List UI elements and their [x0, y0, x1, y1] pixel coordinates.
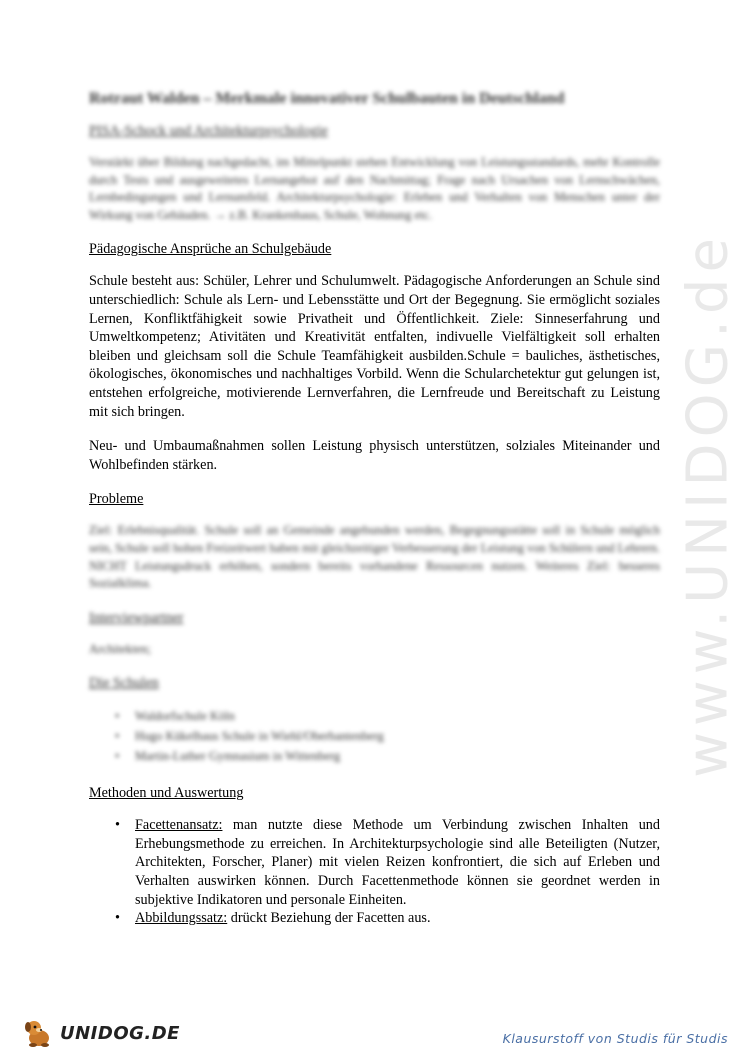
list-item: • Martin-Luther Gymnasium in Wittenberg — [89, 746, 660, 766]
bullet-icon: • — [115, 749, 120, 764]
watermark: www.UNIDOG.de — [675, 232, 741, 778]
method-term: Facettenansatz: — [135, 817, 223, 834]
logo-text: UNIDOG.DE — [60, 1022, 180, 1044]
dog-mascot-icon — [22, 1018, 56, 1048]
methods-list — [89, 816, 660, 928]
method-text: man nutzte diese Methode um Verbindung zwischen Inhalten und Erhebungsmethode zu erreichen. In Architekturpsychologie sind alle Beteiligten (Nutzer, Architekten, Forscher, Planer) mit vielen Reizen konfrontiert, die sich auf Erleben und Verhalten auswirken können. Durch Facettenmethode können sie geordnet werden in subjektive Indikatoren und personale Einheiten. — [135, 817, 660, 908]
schools-list — [89, 706, 660, 766]
section-heading-probleme: Probleme — [89, 491, 144, 508]
list-item: • Waldorfschule Köln — [89, 706, 660, 726]
bullet-icon: • — [115, 709, 120, 724]
document-content — [89, 88, 660, 946]
document-title: Rotraut Walden – Merkmale innovativer Schulbauten in Deutschland — [89, 90, 565, 107]
section-text-paedagogische-ansprueche-2: Neu- und Umbaumaßnahmen sollen Leistung physisch unterstützen, solziales Miteinander und Wohlbefinden stärken. — [89, 438, 660, 473]
method-text: drückt Beziehung der Facetten aus. — [227, 910, 431, 927]
section-heading-pisa: PISA-Schock und Architekturpsychologie — [89, 123, 328, 139]
bullet-icon: • — [115, 910, 120, 927]
section-heading-interviewpartner: Interviewpartner — [89, 609, 184, 626]
list-item — [89, 816, 660, 909]
method-term: Abbildungssatz: — [135, 910, 228, 927]
list-item: • Hugo Kükelhaus Schule in Wiehl/Oberbantenberg — [89, 726, 660, 746]
section-text-interviewpartner: Architekten; — [89, 641, 151, 656]
bullet-icon: • — [115, 817, 120, 834]
list-item — [89, 909, 660, 928]
section-text-pisa: Verstärkt über Bildung nachgedacht, im Mittelpunkt stehen Entwicklung von Leistungsstandards, mehr Kontrolle durch Tests und ausgeweitetes Lernangebot auf den Nachmittag; Frage nach Ursachen von Lernschwächen, Lernbedingungen und Lernumfeld. Architekturpsychologie: Erleben und Verhalten von Menschen unter der Wirkung von Gebäuden. → z.B. Krankenhaus, Schule, Wohnung etc. — [89, 155, 660, 222]
unidog-logo[interactable] — [22, 1018, 180, 1048]
section-text-probleme: Ziel: Erlebnisqualität. Schule soll an Gemeinde angebunden werden, Begegnungsstätte soll in Schule möglich sein, Schule soll hohen Freizeitwert haben mit gleichzeitiger Verbesserung der Leistung von Schülern und Lehrern. NICHT Leistungsdruck erhöhen, sondern bereits vorhandene Ressourcen nutzen. Weiteres Ziel: besseres Sozialklima. — [89, 523, 660, 591]
section-heading-methoden: Methoden und Auswertung — [89, 785, 244, 802]
section-heading-schulen: Die Schulen — [89, 675, 159, 692]
footer-tagline: Klausurstoff von Studis für Studis — [502, 1031, 728, 1046]
bullet-icon: • — [115, 729, 120, 744]
section-text-paedagogische-ansprueche-1: Schule besteht aus: Schüler, Lehrer und Schulumwelt. Pädagogische Anforderungen an Schule sind unterschiedlich: Schule als Lern- und Lebensstätte und Ort der Begegnung. Sie ermöglicht soziales Lernen, Konfliktfähigkeit sowie Privatheit und Öffentlichkeit. Ziele: Sinneserfahrung und Umweltkompetenz; Ativitäten und Kreativität entfalten, indivuelle Vielfältigkeit soll erhalten bleiben und gleichsam soll die Schule Teamfähigkeit ausbilden.Schule = bauliches, ästhetisches, ökologisches, ökonomisches und nachhaltiges Vorbild. Wenn die Schularchetektur gut gelungen ist, entstehen erfolgreiche, motivierende Lernverfahren, die Lernfreude und Bereitschaft zu Leistung mit sich bringen. — [89, 273, 660, 420]
section-heading-paedagogische-ansprueche: Pädagogische Ansprüche an Schulgebäude — [89, 241, 332, 258]
